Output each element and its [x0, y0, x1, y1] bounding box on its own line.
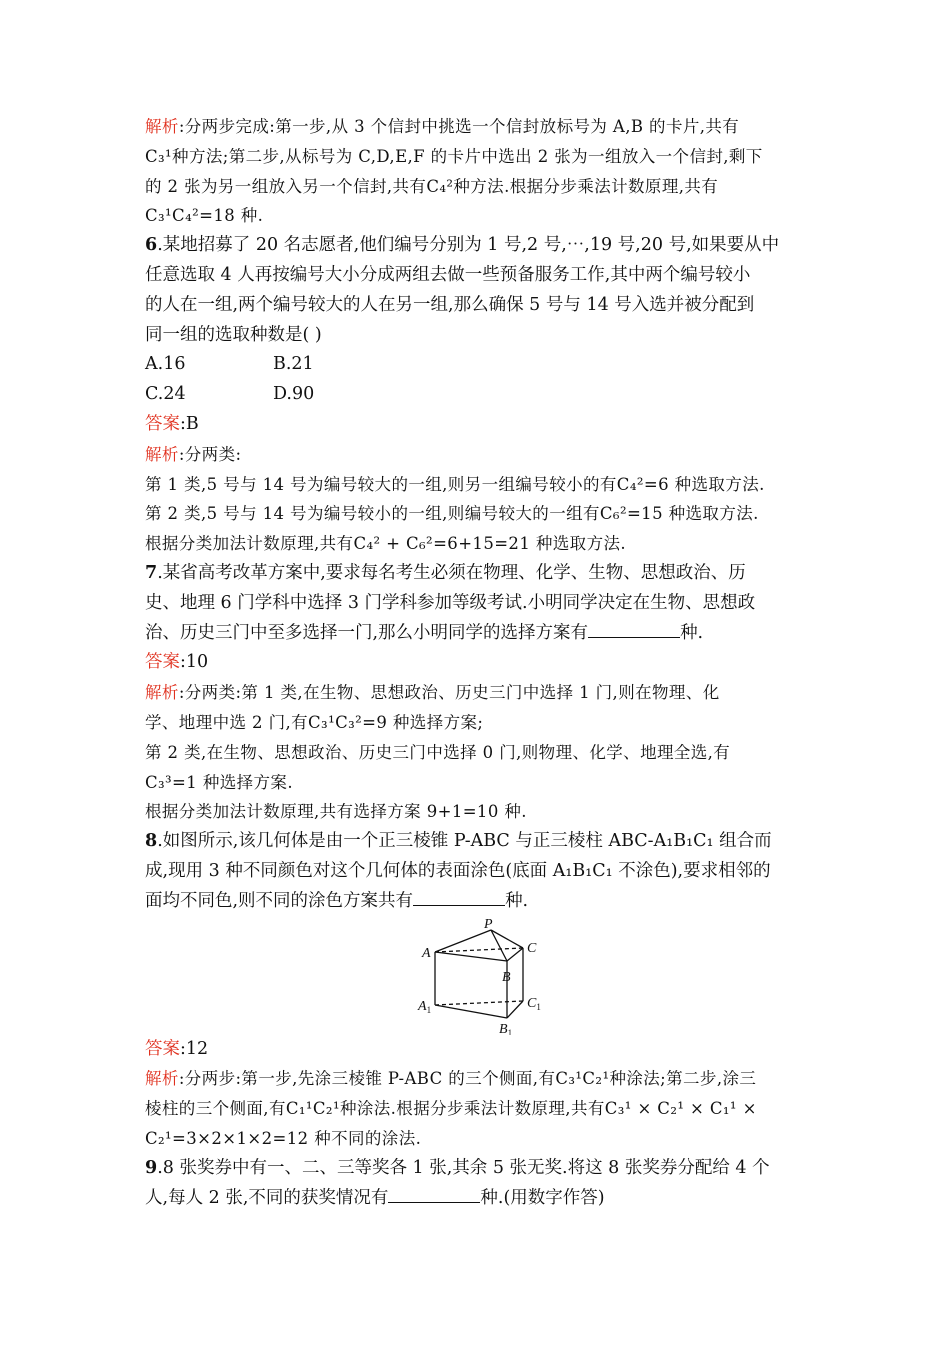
- analysis-label: 解析: [145, 683, 179, 703]
- answer-blank[interactable]: [413, 890, 505, 906]
- q7-stem-line: 史、地理 6 门学科中选择 3 门学科参加等级考试.小明同学决定在生物、思想政: [145, 592, 756, 613]
- q7-stem-line: 治、历史三门中至多选择一门,那么小明同学的选择方案有 种.: [145, 622, 704, 643]
- q7-analysis-line: 学、地理中选 2 门,有C₃¹C₃²=9 种选择方案;: [145, 712, 484, 732]
- q7-stem-line: 7.某省高考改革方案中,要求每名考生必须在物理、化学、生物、思想政治、历: [145, 562, 746, 583]
- q8-answer: 答案:12: [145, 1038, 209, 1059]
- q7-analysis-line: 第 2 类,在生物、思想政治、历史三门中选择 0 门,则物理、化学、地理全选,有: [145, 742, 731, 762]
- q6-stem-line: 的人在一组,两个编号较大的人在另一组,那么确保 5 号与 14 号入选并被分配到: [145, 294, 755, 315]
- q9-stem-line: 人,每人 2 张,不同的获奖情况有 种.(用数字作答): [145, 1187, 605, 1208]
- q8-analysis-line: 解析:分两步:第一步,先涂三棱锥 P-ABC 的三个侧面,有C₃¹C₂¹种涂法;第二步,涂三: [145, 1069, 757, 1089]
- option-a: A.16: [145, 354, 186, 375]
- q7-answer: 答案:10: [145, 652, 209, 673]
- label-b1: $B_1$: [499, 1021, 513, 1035]
- q6-stem-line: 同一组的选取种数是( ): [145, 324, 322, 345]
- label-a1: $A_1$: [418, 998, 432, 1015]
- answer-label: 答案: [145, 1038, 180, 1059]
- q6-stem-line: 任意选取 4 人再按编号大小分成两组去做一些预备服务工作,其中两个编号较小: [145, 264, 751, 285]
- q8-analysis-line: C₂¹=3×2×1×2=12 种不同的涂法.: [145, 1128, 422, 1148]
- q5-analysis-line: 解析:分两步完成:第一步,从 3 个信封中挑选一个信封放标号为 A,B 的卡片,共有: [145, 117, 740, 136]
- q8-stem-line: 面均不同色,则不同的涂色方案共有 种.: [145, 890, 529, 911]
- option-d: D.90: [273, 384, 315, 405]
- q9-stem-line: 9.8 张奖券中有一、二、三等奖各 1 张,其余 5 张无奖.将这 8 张奖券分配给 4 个: [145, 1157, 770, 1178]
- analysis-label: 解析: [145, 444, 179, 464]
- q6-analysis-line: 第 1 类,5 号与 14 号为编号较大的一组,则另一组编号较小的有C₄²=6 种选取方法.: [145, 474, 765, 494]
- q7-analysis-line: C₃³=1 种选择方案.: [145, 772, 293, 792]
- label-b: B: [502, 969, 511, 985]
- q6-options-row: [145, 350, 813, 380]
- answer-blank[interactable]: [588, 622, 680, 638]
- answer-label: 答案: [145, 413, 180, 434]
- answer-label: 答案: [145, 652, 180, 673]
- q8-analysis-line: 棱柱的三个侧面,有C₁¹C₂¹种涂法.根据分步乘法计数原理,共有C₃¹ × C₂¹ × C₁¹ ×: [145, 1099, 757, 1119]
- q6-analysis-line: 第 2 类,5 号与 14 号为编号较小的一组,则编号较大的一组有C₆²=15 种选取方法.: [145, 504, 759, 524]
- q6-options-row: [145, 380, 813, 410]
- q6-analysis-line: 根据分类加法计数原理,共有C₄² + C₆²=6+15=21 种选取方法.: [145, 534, 627, 554]
- q6-stem-line: 6.某地招募了 20 名志愿者,他们编号分别为 1 号,2 号,⋯,19 号,20 号,如果要从中: [145, 235, 780, 256]
- analysis-label: 解析: [145, 1069, 179, 1089]
- option-b: B.21: [273, 354, 314, 375]
- option-c: C.24: [145, 384, 186, 405]
- label-p: P: [484, 916, 493, 932]
- label-c: C: [527, 940, 537, 956]
- question-number: 7: [145, 562, 158, 583]
- q6-answer: 答案:B: [145, 413, 199, 434]
- pyramid-prism-diagram: [413, 917, 553, 1035]
- question-number: 8: [145, 831, 158, 852]
- q8-stem-line: 8.如图所示,该几何体是由一个正三棱锥 P-ABC 与正三棱柱 ABC-A₁B₁C₁ 组合而: [145, 831, 772, 852]
- answer-blank[interactable]: [388, 1187, 480, 1203]
- q8-stem-line: 成,现用 3 种不同颜色对这个几何体的表面涂色(底面 A₁B₁C₁ 不涂色),要求相邻的: [145, 860, 771, 881]
- q5-analysis-line: 的 2 张为另一组放入另一个信封,共有C₄²种方法.根据分步乘法计数原理,共有: [145, 176, 719, 196]
- q7-analysis-line: 解析:分两类:第 1 类,在生物、思想政治、历史三门中选择 1 门,则在物理、化: [145, 683, 720, 703]
- question-number: 9: [145, 1157, 158, 1178]
- q6-analysis-head: 解析:分两类:: [145, 444, 242, 464]
- q5-analysis-line: C₃¹C₄²=18 种.: [145, 206, 264, 226]
- q5-analysis-line: C₃¹种方法;第二步,从标号为 C,D,E,F 的卡片中选出 2 张为一组放入一个信封,剩下: [145, 146, 763, 166]
- document-page: [145, 112, 813, 1213]
- question-number: 6: [145, 235, 158, 256]
- label-a: A: [422, 945, 431, 961]
- analysis-label: 解析: [145, 117, 179, 136]
- label-c1: $C_1$: [527, 995, 541, 1012]
- q7-analysis-line: 根据分类加法计数原理,共有选择方案 9+1=10 种.: [145, 802, 527, 822]
- geometry-figure: [145, 917, 813, 1035]
